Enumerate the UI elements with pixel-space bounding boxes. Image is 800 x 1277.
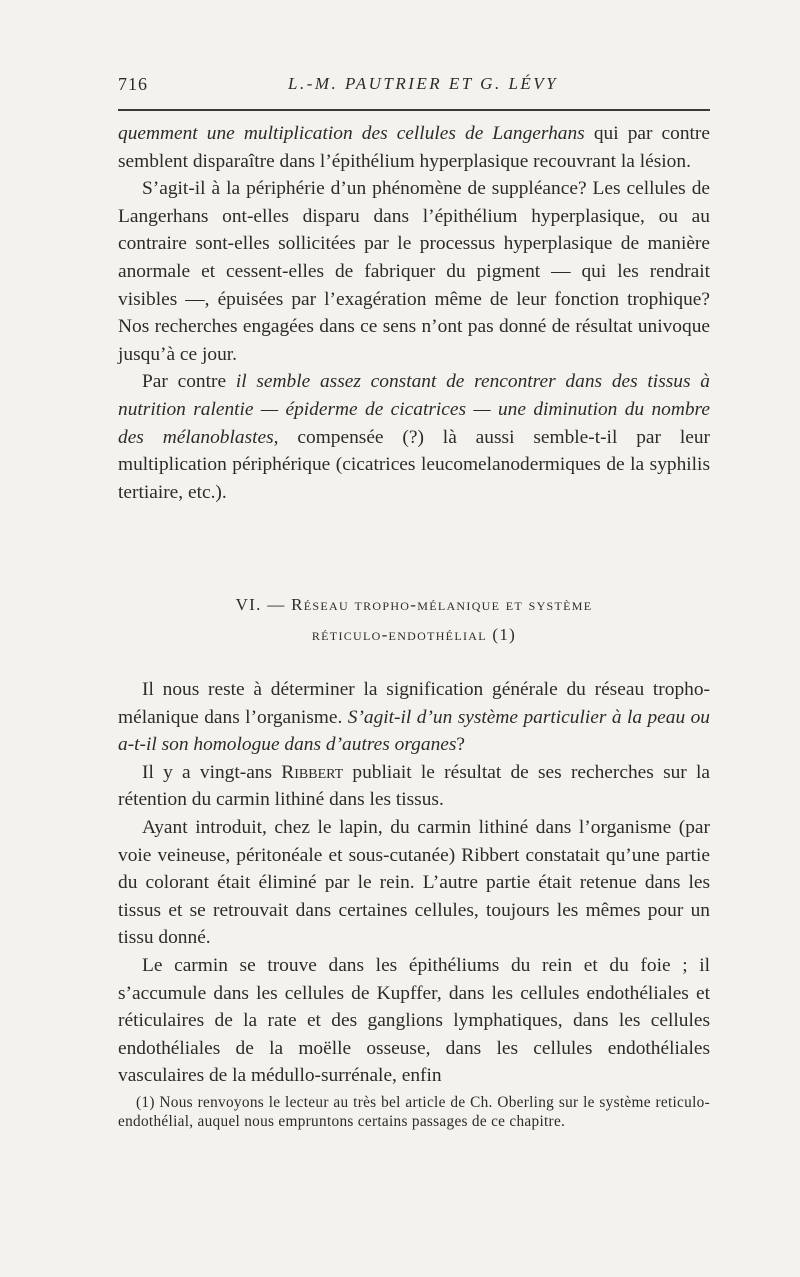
paragraph-5-before: Il y a vingt-ans — [142, 761, 282, 783]
paragraph-5-after: publiait le résultat de ses recherches sur la rétention du carmin lithiné dans les tissus. — [118, 761, 711, 811]
paragraph-3-after: , compensée (?) là aussi semble-t-il par leur multiplication périphérique (cicatrices leucomelanodermiques de la syphilis tertiaire, etc.). — [118, 426, 710, 503]
section-heading-line-1 — [118, 590, 710, 620]
paragraph-3-before: Par contre — [142, 371, 236, 393]
paragraph-2 — [118, 175, 710, 368]
paragraph-6-text: Ayant introduit, chez le lapin, du carmin lithiné dans l’organisme (par voie veineuse, péritonéale et sous-cutanée) Ribbert constatait qu’une partie du colorant était éliminé par le rein. L’autre partie était retenue dans les tissus et se retrouvait dans certaines cellules, toujours les mêmes pour un tissu donné. — [118, 816, 710, 949]
footnote — [118, 1093, 710, 1131]
paragraph-7-text: Le carmin se trouve dans les épithéliums du rein et du foie ; il s’accumule dans les cellules de Kupffer, dans les cellules endothéliales et réticulaires de la rate et des ganglions lymphatiques, dans les cellules endothéliales de la moëlle osseuse, dans les cellules endothéliales vasculaires de la médullo-surrénale, enfin — [118, 954, 710, 1087]
body-text-section — [118, 676, 710, 1090]
paragraph-5 — [118, 759, 710, 814]
body-text-top — [118, 120, 710, 506]
paragraph-6 — [118, 814, 710, 952]
running-title: L.-M. PAUTRIER ET G. LÉVY — [288, 74, 559, 93]
header-rule — [118, 109, 710, 111]
paragraph-4-before: Il nous reste à déterminer la signification générale du réseau tropho-mélanique dans l’organisme. — [118, 679, 710, 728]
paragraph-2-text: S’agit-il à la périphérie d’un phénomène de suppléance? Les cellules de Langerhans ont-elles disparu dans l’épithélium hyperplasique, ou au contraire sont-elles sollicitées par le processus hyperplasique de manière anormale et cessent-elles de fabriquer du pigment — qui les rendrait visibles —, épuisées par l’exagération même de leur fonction trophique? Nos recherches engagées dans ce sens n’ont pas donné de résultat univoque jusqu’à ce jour. — [118, 178, 710, 365]
author-name-ribbert: Ribbert — [281, 761, 344, 783]
paragraph-1-text: qui par contre semblent disparaître dans l’épithélium hyperplasique recouvrant la lésion. — [118, 123, 710, 172]
page-number: 716 — [118, 74, 148, 94]
paragraph-7 — [118, 952, 710, 1090]
section-heading-line-2 — [118, 620, 710, 650]
paragraph-4 — [118, 676, 710, 759]
paragraph-1-italic: quemment une multiplication des cellules de Langerhans — [118, 123, 585, 144]
paragraph-4-after: ? — [456, 734, 466, 756]
paragraph-3-italic: il semble assez constant de rencontrer dans des tissus à nutrition ralentie — épiderme de cicatrices — une diminution du nombre des mélanoblastes — [118, 371, 710, 448]
running-head — [118, 74, 710, 98]
footnote-text: (1) Nous renvoyons le lecteur au très bel article de Ch. Oberling sur le système reticulo-endothélial, auquel nous empruntons certains passages de ce chapitre. — [118, 1094, 710, 1130]
section-title-line-1: Réseau tropho-mélanique et système — [291, 595, 593, 614]
footnote-reference: (1) — [486, 625, 517, 644]
section-heading — [118, 590, 710, 650]
paragraph-4-italic: S’agit-il d’un système particulier à la peau ou a-t-il son homologue dans d’autres organes — [118, 706, 710, 756]
paragraph-3 — [118, 368, 710, 506]
section-numeral: VI. — — [235, 595, 292, 614]
section-title-line-2: réticulo-endothélial — [311, 625, 487, 644]
paragraph-1 — [118, 120, 710, 175]
